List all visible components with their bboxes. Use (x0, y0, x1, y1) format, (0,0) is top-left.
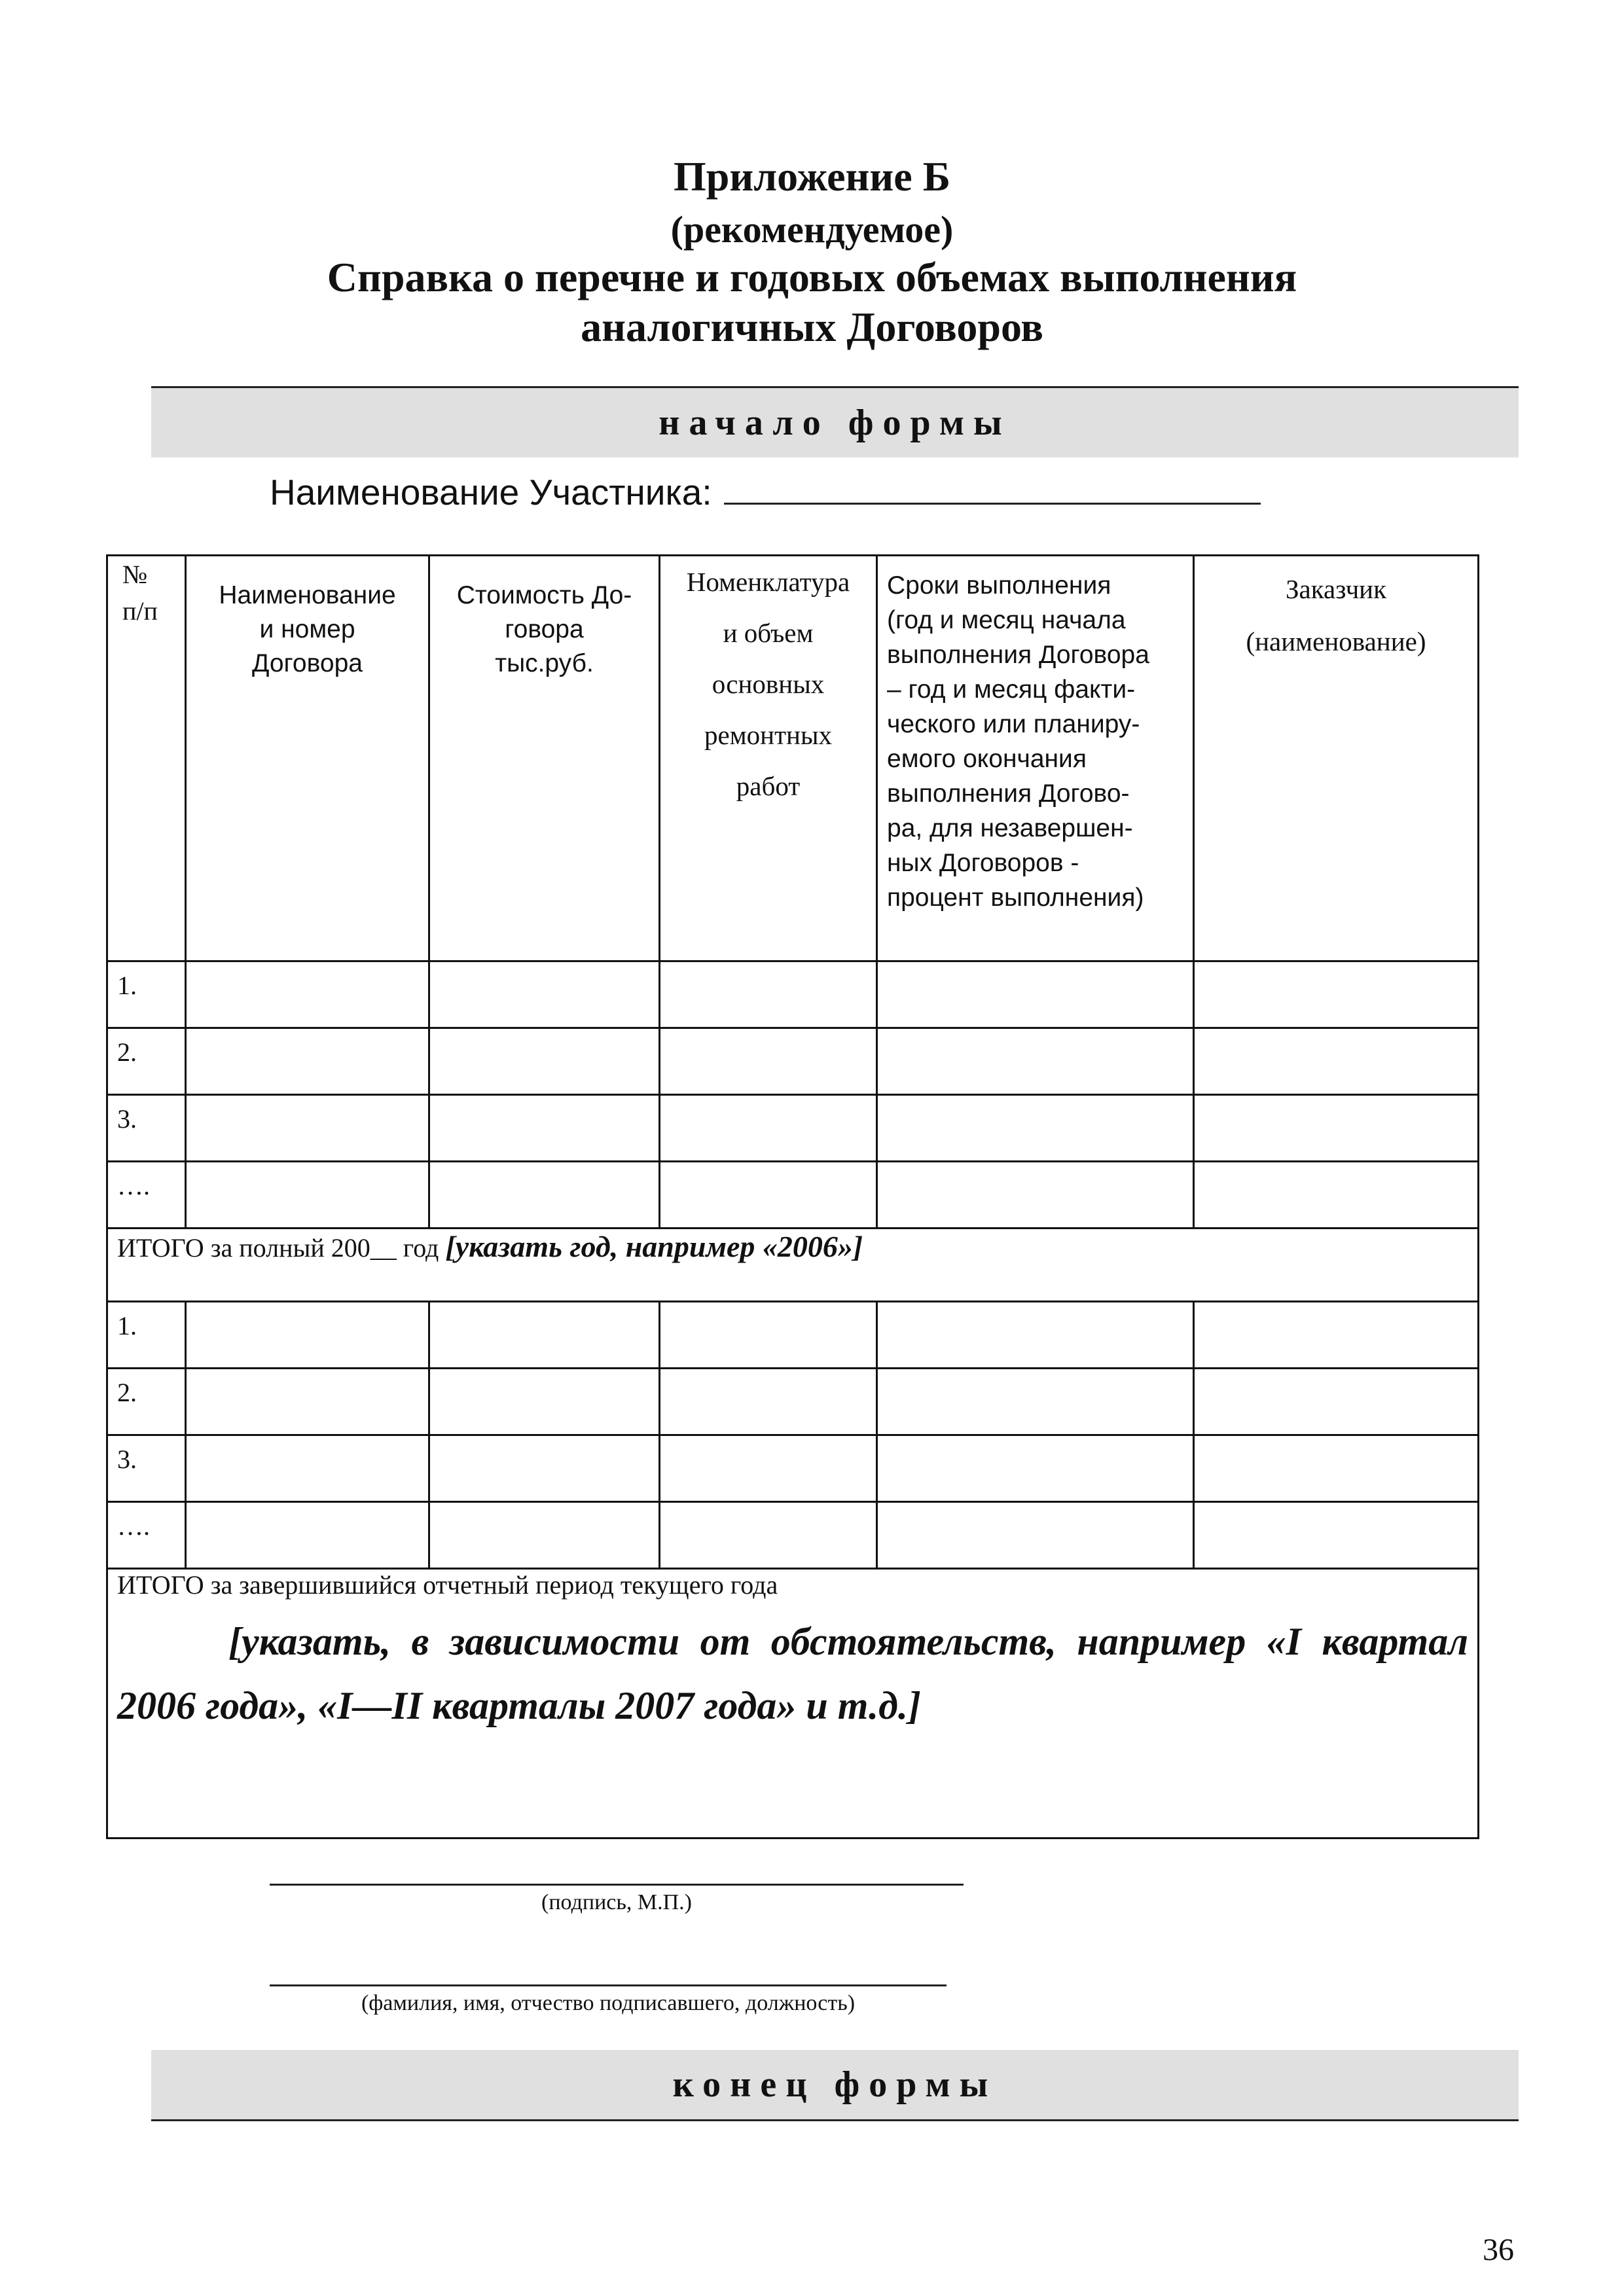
contracts-table (106, 554, 1479, 1839)
table-cell[interactable] (186, 1302, 429, 1369)
table-cell[interactable] (1194, 1028, 1479, 1095)
table-cell[interactable] (429, 1028, 660, 1095)
table-row (107, 1162, 1479, 1229)
table-cell[interactable] (186, 1502, 429, 1569)
table-cell[interactable] (1194, 1095, 1479, 1162)
table-cell[interactable] (1194, 1162, 1479, 1229)
total-year-cell (107, 1229, 1479, 1302)
table-cell[interactable] (186, 1028, 429, 1095)
table-cell[interactable] (877, 1095, 1194, 1162)
table-cell[interactable] (877, 1028, 1194, 1095)
row-number: …. (107, 1162, 186, 1229)
table-cell[interactable] (660, 1162, 877, 1229)
table-cell[interactable] (877, 1435, 1194, 1502)
table-cell[interactable] (877, 1302, 1194, 1369)
signature-line[interactable] (270, 1884, 964, 1886)
table-cell[interactable] (877, 1369, 1194, 1435)
table-cell[interactable] (1194, 1369, 1479, 1435)
table-row (107, 1302, 1479, 1369)
header-customer: Заказчик (наименование) (1194, 556, 1479, 961)
total-year-hint: [указать год, например «2006»] (445, 1230, 863, 1263)
table-row (107, 1435, 1479, 1502)
table-cell[interactable] (429, 1302, 660, 1369)
participant-label: Наименование Участника: (270, 472, 712, 512)
row-number: 2. (107, 1028, 186, 1095)
total-period-label: ИТОГО за завершившийся отчетный период текущего года (117, 1570, 778, 1600)
header-contract-cost: Стоимость До- говора тыс.руб. (429, 556, 660, 961)
table-cell[interactable] (877, 1502, 1194, 1569)
table-cell[interactable] (186, 1369, 429, 1435)
table-cell[interactable] (660, 1302, 877, 1369)
signature-caption: (подпись, М.П.) (541, 1890, 692, 1914)
table-cell[interactable] (660, 1095, 877, 1162)
table-cell[interactable] (429, 1435, 660, 1502)
table-cell[interactable] (877, 1162, 1194, 1229)
document-title-line2: аналогичных Договоров (581, 304, 1043, 350)
table-cell[interactable] (660, 1502, 877, 1569)
table-row (107, 1028, 1479, 1095)
table-cell[interactable] (660, 1435, 877, 1502)
table-cell[interactable] (1194, 961, 1479, 1028)
participant-row (270, 471, 1261, 513)
header-contract-name: Наименование и номер Договора (186, 556, 429, 961)
row-number: 3. (107, 1095, 186, 1162)
table-cell[interactable] (429, 1095, 660, 1162)
document-title-line1: Справка о перечне и годовых объемах выполнения (327, 254, 1297, 300)
table-header-row (107, 556, 1479, 961)
participant-blank-field[interactable] (724, 474, 1261, 505)
header-terms: Сроки выполнения (год и месяц начала выполнения Договора – год и месяц факти- ческого или планиру- емого окончания выполнения Догово- ра, для незавершен- ных Договоров - процент выполнения) (877, 556, 1194, 961)
total-period-row (107, 1569, 1479, 1839)
table-cell[interactable] (1194, 1502, 1479, 1569)
total-period-hint: [указать, в зависимости от обстоятельств, например «I квартал 2006 года», «I—II кварталы 2007 года» и т.д.] (117, 1620, 1468, 1727)
appendix-title: Приложение Б (674, 153, 950, 200)
appendix-subtitle: (рекомендуемое) (670, 208, 954, 251)
signatory-name-line[interactable] (270, 1984, 947, 1986)
header-num: № п/п (107, 556, 186, 961)
table-cell[interactable] (1194, 1302, 1479, 1369)
total-period-cell (107, 1569, 1479, 1839)
table-cell[interactable] (429, 1369, 660, 1435)
table-cell[interactable] (429, 1162, 660, 1229)
table-cell[interactable] (877, 961, 1194, 1028)
table-cell[interactable] (660, 1369, 877, 1435)
table-cell[interactable] (186, 1162, 429, 1229)
table-cell[interactable] (429, 1502, 660, 1569)
table-cell[interactable] (1194, 1435, 1479, 1502)
row-number: 1. (107, 961, 186, 1028)
table-row (107, 961, 1479, 1028)
signatory-caption: (фамилия, имя, отчество подписавшего, должность) (361, 1991, 856, 2015)
table-cell[interactable] (660, 1028, 877, 1095)
total-year-label: ИТОГО за полный 200__ год (117, 1233, 446, 1263)
form-end-banner: конец формы (151, 2050, 1519, 2121)
row-number: …. (107, 1502, 186, 1569)
row-number: 3. (107, 1435, 186, 1502)
table-cell[interactable] (429, 961, 660, 1028)
header-nomenclature: Номенклатура и объем основных ремонтных работ (660, 556, 877, 961)
table-cell[interactable] (186, 961, 429, 1028)
total-year-row (107, 1229, 1479, 1302)
table-row (107, 1502, 1479, 1569)
form-start-banner: начало формы (151, 386, 1519, 457)
table-row (107, 1369, 1479, 1435)
page-number: 36 (1483, 2233, 1514, 2267)
row-number: 1. (107, 1302, 186, 1369)
table-row (107, 1095, 1479, 1162)
table-cell[interactable] (660, 961, 877, 1028)
row-number: 2. (107, 1369, 186, 1435)
table-cell[interactable] (186, 1435, 429, 1502)
table-cell[interactable] (186, 1095, 429, 1162)
